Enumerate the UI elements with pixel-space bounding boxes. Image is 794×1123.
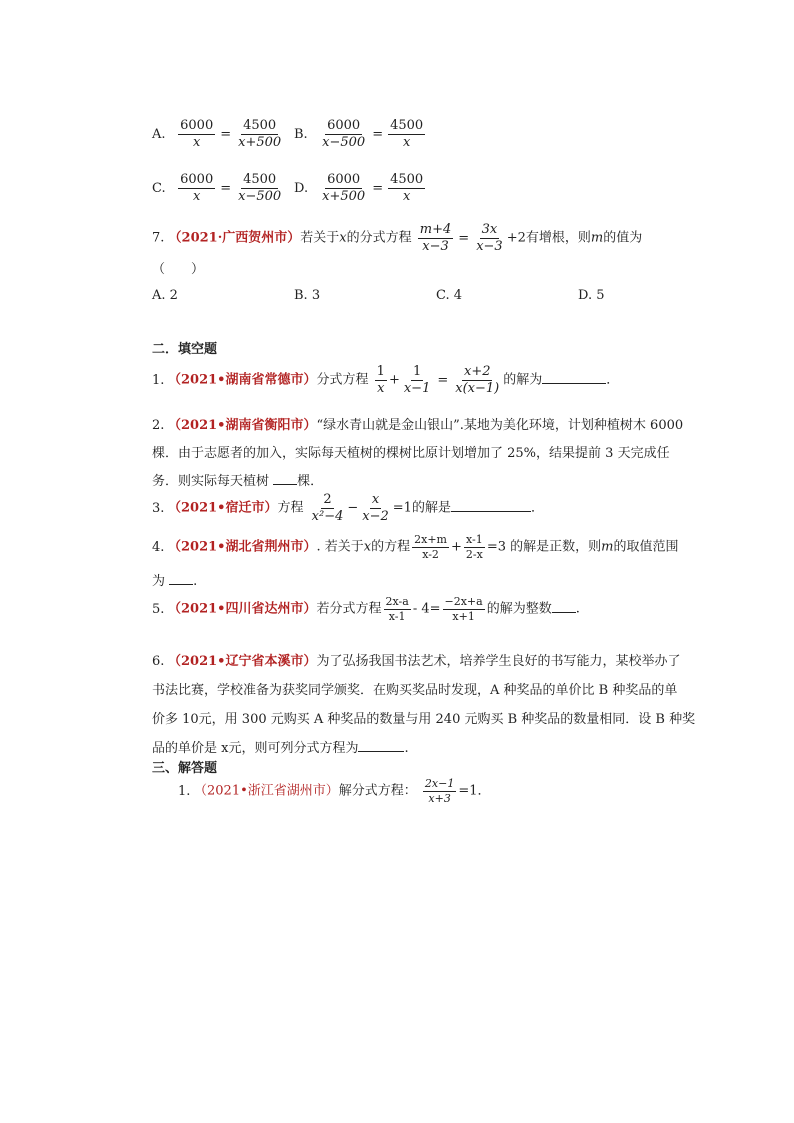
fill-question-3: 3. （2021•宿迁市）方程 $\frac{2}{\text{x²−4}}$ − $\frac{x}{x-2}$ =1的解是 ． — [152, 492, 544, 524]
fraction: $\frac{4500}{x}$ — [390, 172, 424, 204]
fraction: $\frac{x}{x-2}$ — [362, 492, 389, 524]
fraction: $\frac{m+4}{x-3}$ — [419, 222, 452, 254]
section-fill-blank-title: 二．填空题 — [152, 342, 218, 357]
fraction: $\frac{6000}{x}$ — [180, 118, 214, 150]
fill-question-1: 1. （2021•湖南省常德市）分式方程 $\frac{1}{x}$ + $\frac{1}{x-1}$ = $\frac{x+2}{x(x-1)}$ 的解为 ． — [152, 364, 620, 396]
option-d: D. $\frac{6000}{x+500}$ = $\frac{4500}{x}$ — [294, 172, 424, 204]
fraction: $\frac{4500}{x-500}$ — [238, 172, 282, 204]
section-solve-title: 三、解答题 — [152, 761, 218, 776]
q7-option-a: A. 2 — [152, 288, 178, 303]
answer-blank[interactable] — [552, 600, 576, 613]
fraction: $\frac{2x+m}{x-2}$ — [414, 533, 447, 561]
fraction: $\frac{4500}{x}$ — [390, 118, 424, 150]
q7-option-b: B. 3 — [294, 288, 321, 303]
fraction: $\frac{2}{\text{x²−4}}$ — [311, 492, 344, 524]
solve-question-1: 1. （2021•浙江省湖州市）解分式方程： $\frac{2x-1}{x+3}$ =1． — [178, 777, 491, 805]
q7-option-c: C. 4 — [436, 288, 463, 303]
question-7-paren: （ ） — [152, 262, 205, 277]
fraction: $\frac{2x-a}{x-1}$ — [385, 595, 409, 623]
fraction: $\frac{1}{x-1}$ — [403, 364, 431, 396]
option-a: A. $\frac{6000}{x}$ = $\frac{4500}{x+500}$ — [152, 118, 282, 150]
answer-blank[interactable] — [542, 371, 606, 384]
answer-blank[interactable] — [451, 499, 531, 512]
fraction: $\frac{6000}{x+500}$ — [322, 172, 366, 204]
question-7: 7. （2021·广西贺州市）若关于x的分式方程 $\frac{m+4}{x-3}$ = $\frac{3x}{x-3}$ +2有增根，则m的值为 — [152, 222, 643, 254]
option-c: C. $\frac{6000}{x}$ = $\frac{4500}{x-500}$ — [152, 172, 282, 204]
option-b: B. $\frac{6000}{x-500}$ = $\frac{4500}{x}$ — [294, 118, 424, 150]
fill-question-4: 4. （2021•湖北省荆州市）. 若关于x的方程 $\frac{2x+m}{x-2}$ + $\frac{x-1}{2-x}$ =3 的解是正数，则m的取值范围 — [152, 533, 679, 561]
fraction: $\frac{2x-1}{x+3}$ — [424, 777, 455, 805]
fraction: $\frac{3x}{x-3}$ — [476, 222, 503, 254]
fraction: $\frac{4500}{x+500}$ — [238, 118, 282, 150]
fraction: $\frac{6000}{x}$ — [180, 172, 214, 204]
answer-blank[interactable] — [273, 472, 297, 485]
fraction: $\frac{1}{x}$ — [376, 364, 385, 396]
fraction: $\frac{x+2}{x(x-1)}$ — [455, 364, 500, 396]
fill-question-4-line2: 为 . — [152, 574, 198, 589]
fill-question-2: 2. （2021•湖南省衡阳市）“绿水青山就是金山银山”.某地为美化环境，计划种植树木 6000 棵．由于志愿者的加入，实际每天植树的棵树比原计划增加了 25%，结果提前 3 天完成任 务．则实际每天植树 棵． — [152, 418, 684, 489]
q7-option-d: D. 5 — [578, 288, 605, 303]
answer-blank[interactable] — [358, 739, 404, 752]
fraction: $\frac{6000}{x-500}$ — [322, 118, 366, 150]
fraction: $\frac{x-1}{2-x}$ — [465, 533, 483, 561]
fraction: $\frac{-2x+a}{x+1}$ — [444, 595, 483, 623]
fill-question-5: 5. （2021•四川省达州市）若分式方程 $\frac{2x-a}{x-1}$ - 4= $\frac{-2x+a}{x+1}$ 的解为整数 . — [152, 595, 580, 623]
fill-question-6: 6. （2021•辽宁省本溪市）为了弘扬我国书法艺术，培养学生良好的书写能力，某校举办了 书法比赛，学校准备为获奖同学颁奖．在购买奖品时发现，A 种奖品的单价比 B 种奖品的单 价多 10元，用 300 元购买 A 种奖品的数量与用 240 元购买 B 种奖品的数量相同．设 B 种奖 品的单价是 x元，则可列分式方程为 . — [152, 654, 696, 756]
answer-blank[interactable] — [169, 572, 193, 585]
